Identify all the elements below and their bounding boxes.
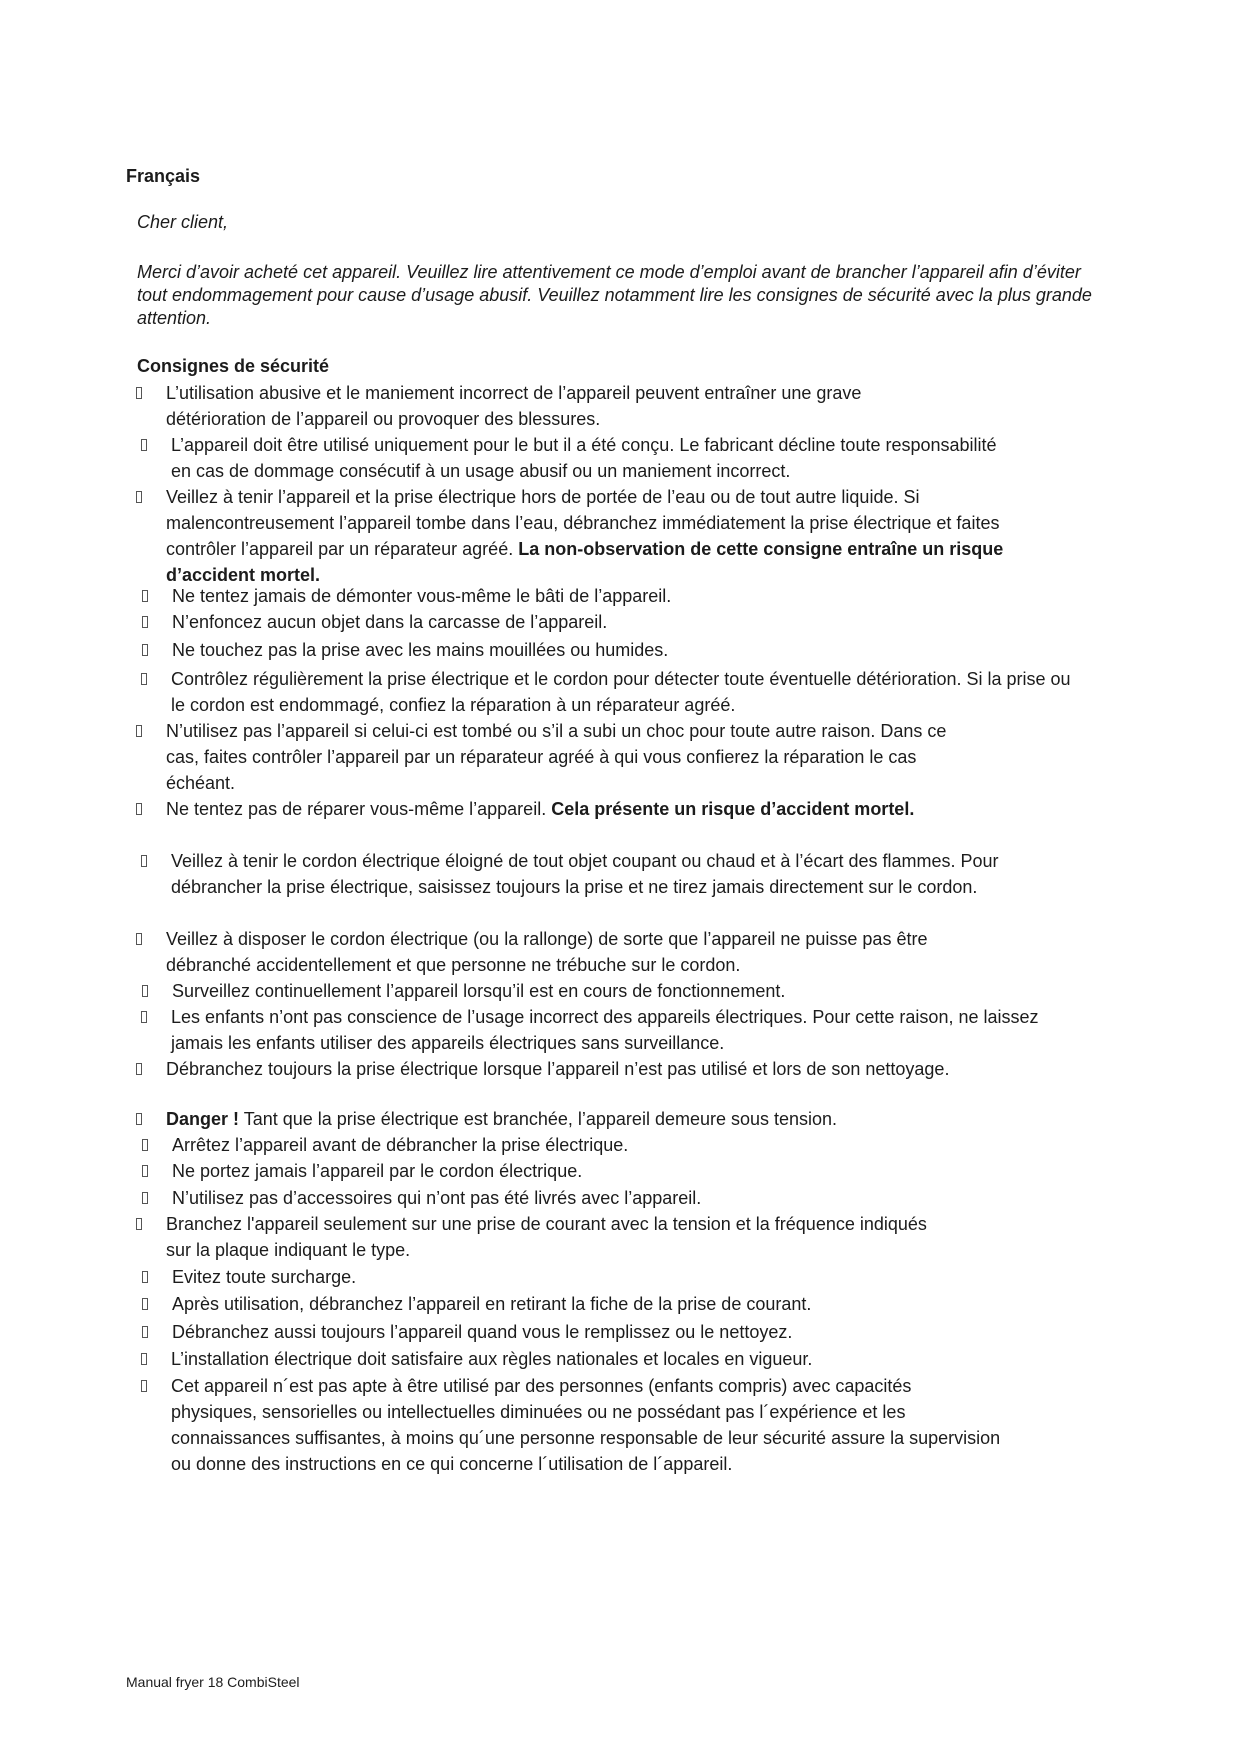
- bullet-icon: [142, 590, 148, 602]
- list-item: Ne portez jamais l’appareil par le cordon électrique.: [172, 1158, 1112, 1184]
- list-item: N’utilisez pas d’accessoires qui n’ont pas été livrés avec l’appareil.: [172, 1185, 1112, 1211]
- bullet-icon: [141, 1011, 147, 1023]
- intro-paragraph: Merci d’avoir acheté cet appareil. Veuillez lire attentivement ce mode d’emploi avant de brancher l’appareil afin d’éviter tout endommagement pour cause d’usage abusif. Veuillez notamment lire les consignes de sécurité avec la plus grande attention.: [137, 262, 1092, 328]
- list-item: Débranchez toujours la prise électrique lorsque l’appareil n’est pas utilisé et lors de son nettoyage.: [166, 1056, 986, 1082]
- list-item: Veillez à disposer le cordon électrique (ou la rallonge) de sorte que l’appareil ne puisse pas être débranché accidentellement et que personne ne trébuche sur le cordon.: [166, 926, 996, 978]
- bullet-icon: [142, 1165, 148, 1177]
- list-item: N’enfoncez aucun objet dans la carcasse de l’appareil.: [172, 609, 1112, 635]
- bullet-icon: [141, 1380, 147, 1392]
- list-item: Ne touchez pas la prise avec les mains mouillées ou humides.: [172, 637, 1112, 663]
- list-item: Arrêtez l’appareil avant de débrancher la prise électrique.: [172, 1132, 1112, 1158]
- bullet-icon: [142, 1271, 148, 1283]
- bullet-icon: [136, 1063, 142, 1075]
- list-item: Danger ! Tant que la prise électrique est branchée, l’appareil demeure sous tension.: [166, 1106, 1106, 1132]
- list-item: Débranchez aussi toujours l’appareil quand vous le remplissez ou le nettoyez.: [172, 1319, 1112, 1345]
- list-item: N’utilisez pas l’appareil si celui-ci est tombé ou s’il a subi un choc pour toute autre raison. Dans ce cas, faites contrôler l’appareil par un réparateur agréé à qui vous confierez la réparation le cas échéant.: [166, 718, 956, 796]
- bullet-icon: [142, 616, 148, 628]
- bullet-icon: [136, 803, 142, 815]
- bullet-icon: [142, 1298, 148, 1310]
- list-item: Cet appareil n´est pas apte à être utilisé par des personnes (enfants compris) avec capacités physiques, sensorielles ou intellectuelles diminuées ou ne possédant pas l´expérience et les connaissances suffisantes, à moins qu´une personne responsable de leur sécurité assure la supervision ou donne des instructions en ce qui concerne l´utilisation de l´appareil.: [171, 1373, 1001, 1477]
- list-item: L’appareil doit être utilisé uniquement pour le but il a été conçu. Le fabricant décline toute responsabilité en cas de dommage consécutif à un usage abusif ou un maniement incorrect.: [171, 432, 1001, 484]
- bullet-icon: [136, 725, 142, 737]
- bullet-icon: [141, 1353, 147, 1365]
- bullet-icon: [136, 1113, 142, 1125]
- list-item: Les enfants n’ont pas conscience de l’usage incorrect des appareils électriques. Pour cette raison, ne laissez jamais les enfants utiliser des appareils électriques sans surveillance.: [171, 1004, 1051, 1056]
- list-item: Evitez toute surcharge.: [172, 1264, 1112, 1290]
- page-footer: Manual fryer 18 CombiSteel: [126, 1674, 300, 1690]
- bullet-icon: [142, 1326, 148, 1338]
- list-item: Contrôlez régulièrement la prise électrique et le cordon pour détecter toute éventuelle détérioration. Si la prise ou le cordon est endommagé, confiez la réparation à un réparateur agréé.: [171, 666, 1071, 718]
- list-item: Après utilisation, débranchez l’appareil en retirant la fiche de la prise de courant.: [172, 1291, 1112, 1317]
- safety-section-title: Consignes de sécurité: [137, 356, 330, 376]
- bullet-icon: [142, 1192, 148, 1204]
- bullet-icon: [142, 1139, 148, 1151]
- bullet-icon: [136, 933, 142, 945]
- list-item: L’installation électrique doit satisfaire aux règles nationales et locales en vigueur.: [171, 1346, 1111, 1372]
- salutation: Cher client,: [137, 212, 229, 232]
- list-item: Ne tentez jamais de démonter vous-même le bâti de l’appareil.: [172, 583, 1112, 609]
- list-item: Veillez à tenir l’appareil et la prise électrique hors de portée de l’eau ou de tout autre liquide. Si malencontreusement l’appareil tombe dans l’eau, débranchez immédiatement la prise électrique et faites contrôler l’appareil par un réparateur agréé. La non-observation de cette consigne entraîne un risque d’accident mortel.: [166, 484, 1006, 588]
- bullet-icon: [142, 985, 148, 997]
- language-heading: Français: [126, 166, 201, 186]
- list-item: L’utilisation abusive et le maniement incorrect de l’appareil peuvent entraîner une grave détérioration de l’appareil ou provoquer des blessures.: [166, 380, 966, 432]
- bullet-icon: [136, 1218, 142, 1230]
- bullet-icon: [141, 439, 147, 451]
- bullet-icon: [136, 387, 142, 399]
- list-item: Veillez à tenir le cordon électrique éloigné de tout objet coupant ou chaud et à l’écart des flammes. Pour débrancher la prise électrique, saisissez toujours la prise et ne tirez jamais directement sur le cordon.: [171, 848, 1051, 900]
- bullet-icon: [142, 644, 148, 656]
- bullet-icon: [136, 491, 142, 503]
- bullet-icon: [141, 855, 147, 867]
- list-item: Branchez l'appareil seulement sur une prise de courant avec la tension et la fréquence indiqués sur la plaque indiquant le type.: [166, 1211, 956, 1263]
- bullet-icon: [141, 673, 147, 685]
- list-item: Surveillez continuellement l’appareil lorsqu’il est en cours de fonctionnement.: [172, 978, 1112, 1004]
- list-item: Ne tentez pas de réparer vous-même l’appareil. Cela présente un risque d’accident mortel.: [166, 796, 956, 822]
